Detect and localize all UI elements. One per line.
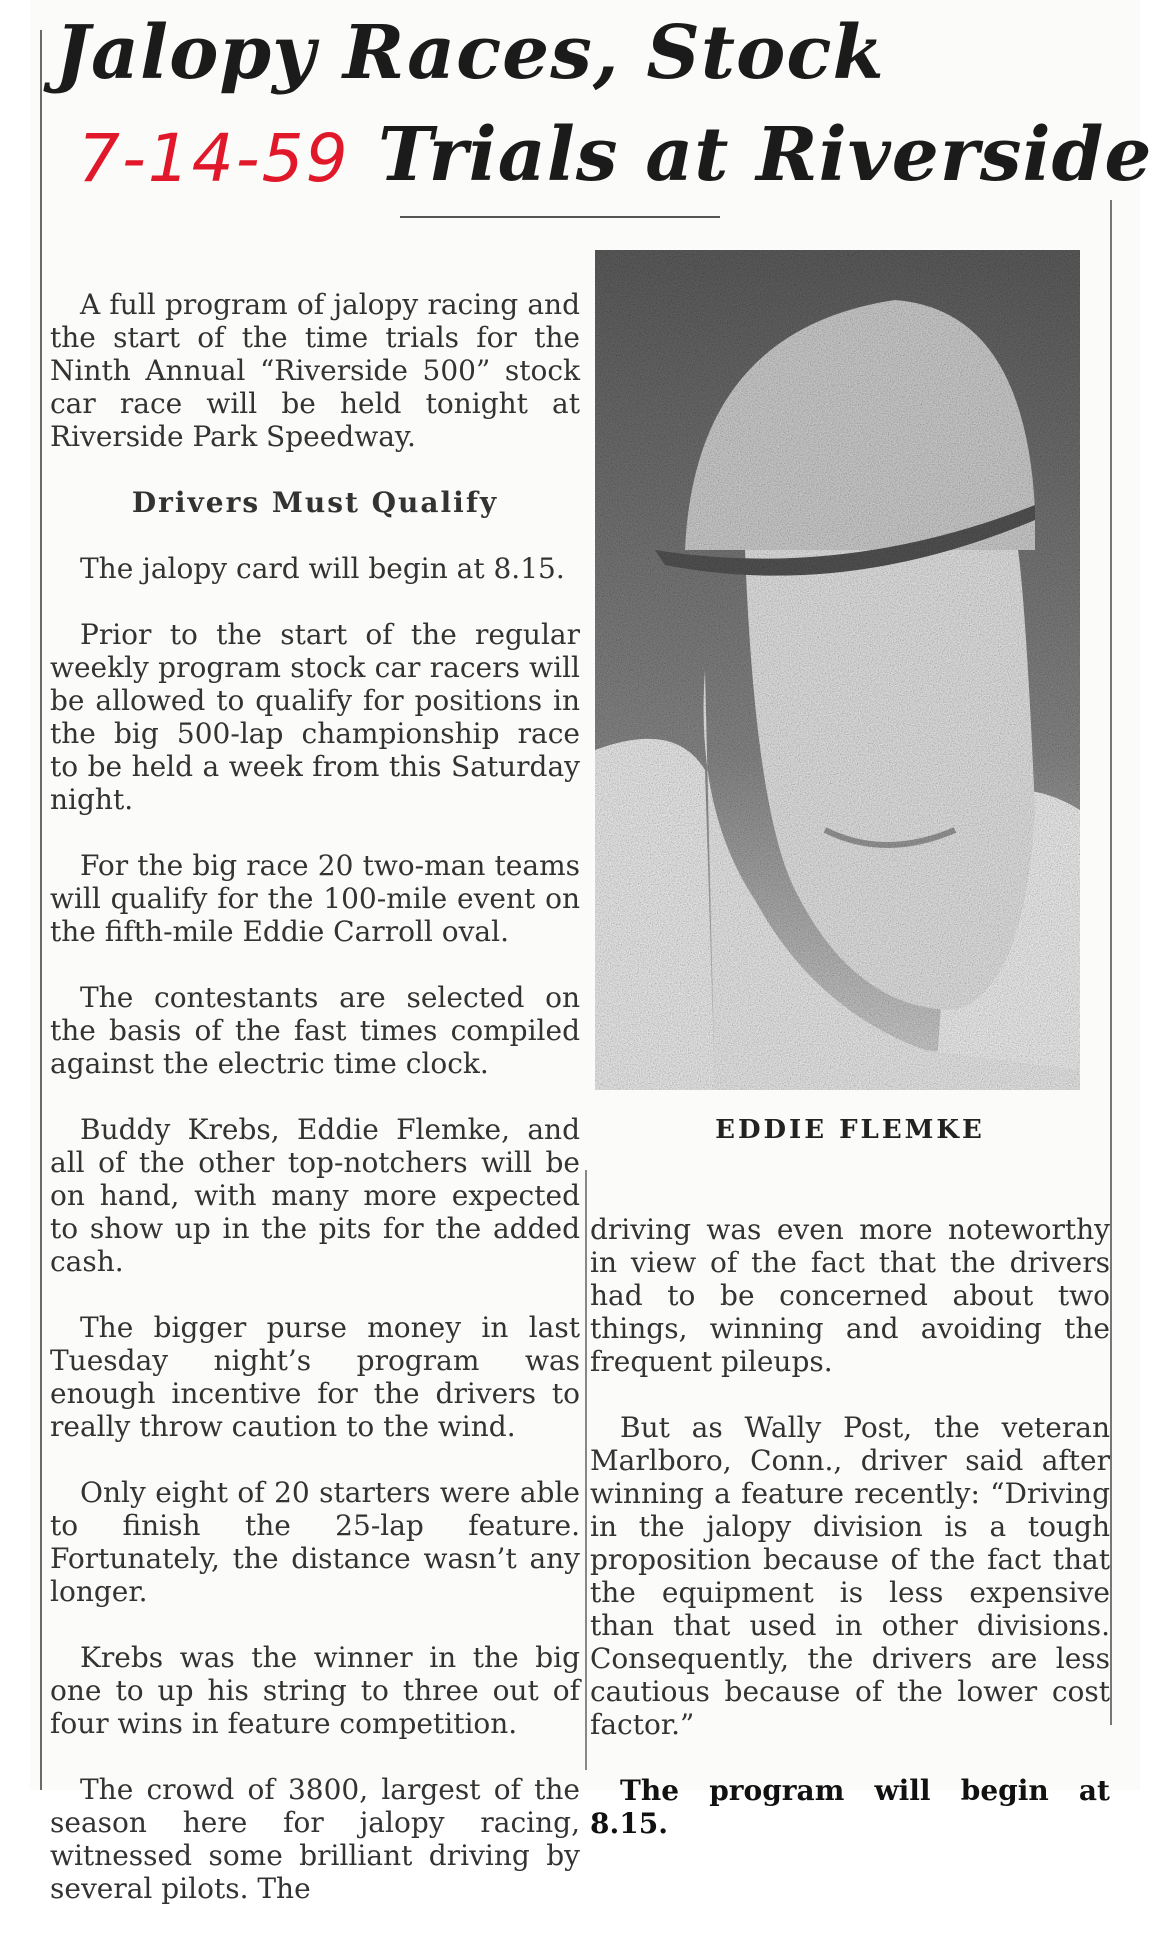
article-paragraph: The contestants are selected on the basis of the fast times compiled against the electric time clock. (50, 981, 580, 1080)
column-rule-left (40, 30, 42, 1790)
article-paragraph: Krebs was the winner in the big one to up his string to three out of four wins in feature competition. (50, 1641, 580, 1740)
article-paragraph: The jalopy card will begin at 8.15. (80, 552, 565, 585)
article-continuation: driving was even more noteworthy in view of the fact that the drivers had to be concerned about two things, winning and avoiding the frequent pileups. (590, 1213, 1110, 1378)
headline-line-2: Trials at Riverside (378, 112, 1153, 198)
article-paragraph: The crowd of 3800, largest of the season here for jalopy racing, witnessed some brilliant driving by several pilots. The (50, 1773, 580, 1905)
headline-line-1: Jalopy Races, Stock (55, 10, 885, 96)
article-paragraph: Buddy Krebs, Eddie Flemke, and all of the other top-notchers will be on hand, with many more expected to show up in the pits for the added cash. (50, 1113, 580, 1278)
article-paragraph: A full program of jalopy racing and the start of the time trials for the Ninth Annual “Riverside 500” stock car race will be held tonight at Riverside Park Speedway. (50, 288, 580, 453)
article-paragraph: The program will begin at 8.15. (590, 1774, 1110, 1840)
article-right-column (590, 1180, 1110, 1873)
column-rule-middle (585, 1170, 587, 1770)
handwritten-date: 7-14-59 (78, 120, 350, 197)
headline-rule (400, 216, 720, 218)
photo-caption: EDDIE FLEMKE (715, 1115, 985, 1145)
column-rule-right (1110, 200, 1112, 1725)
article-left-column (50, 255, 580, 1938)
article-subhead: Drivers Must Qualify (131, 486, 499, 519)
article-paragraph: But as Wally Post, the veteran Marlboro, Conn., driver said after winning a feature recently: “Driving in the jalopy division is a tough proposition because of the fact that the equipment is less expensive than that used in other divisions. Consequently, the drivers are less cautious because of the lower cost factor.” (590, 1411, 1110, 1741)
article-paragraph: Prior to the start of the regular weekly program stock car racers will be allowed to qualify for positions in the big 500-lap championship race to be held a week from this Saturday night. (50, 618, 580, 816)
portrait-photo (595, 250, 1080, 1090)
article-paragraph: For the big race 20 two-man teams will qualify for the 100-mile event on the fifth-mile Eddie Carroll oval. (50, 849, 580, 948)
article-paragraph: The bigger purse money in last Tuesday night’s program was enough incentive for the drivers to really throw caution to the wind. (50, 1311, 580, 1443)
article-paragraph: Only eight of 20 starters were able to finish the 25-lap feature. Fortunately, the distance wasn’t any longer. (50, 1476, 580, 1608)
portrait-photo-image (595, 250, 1080, 1090)
